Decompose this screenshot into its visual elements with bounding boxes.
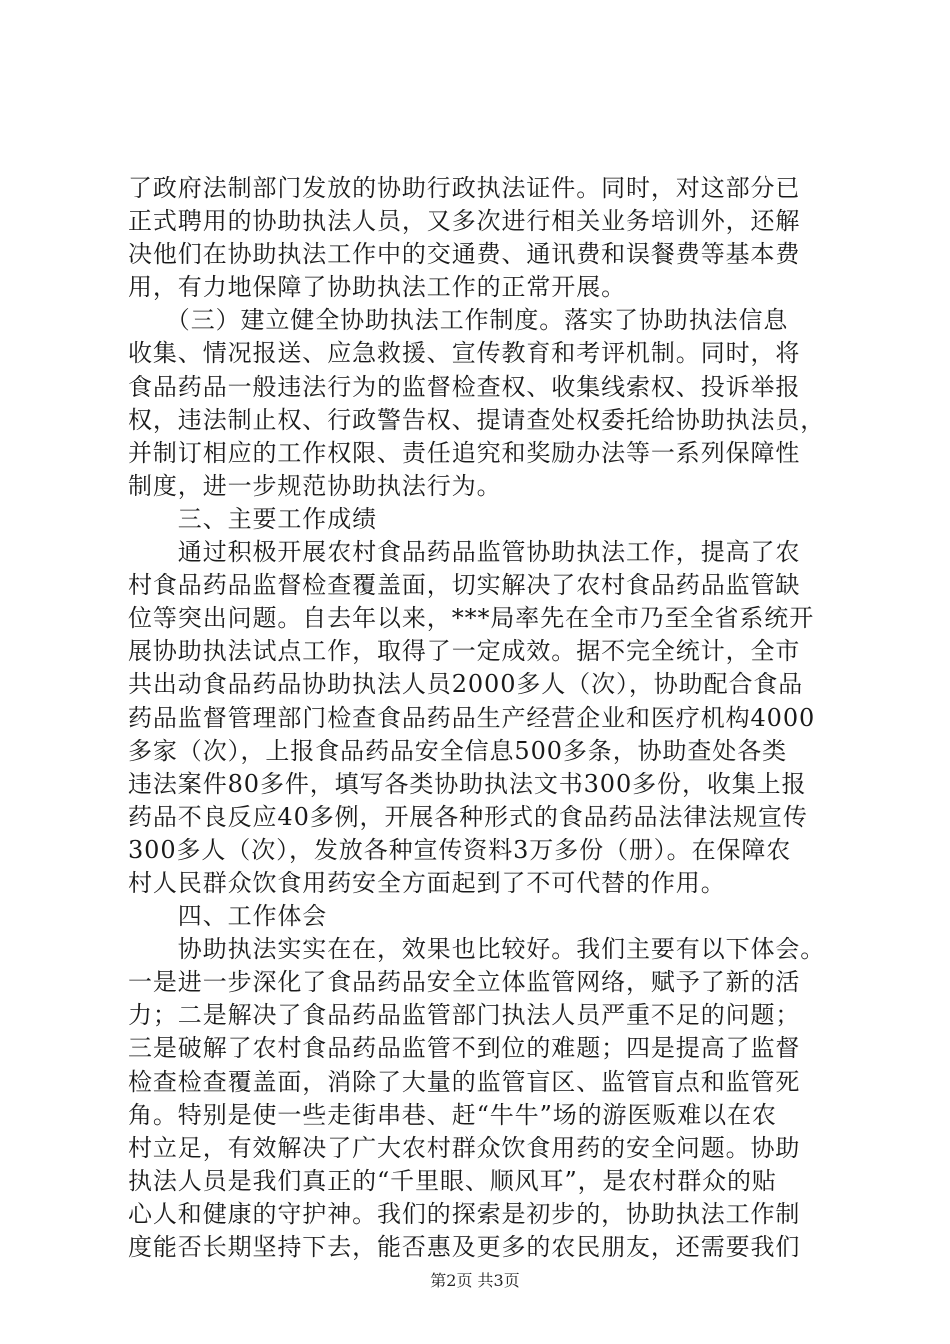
page-number-footer: 第2页 共3页 [430, 1271, 520, 1290]
text-line: 位等突出问题。自去年以来，***局率先在全市乃至全省系统开 [128, 604, 815, 633]
text-line: 多家（次），上报食品药品安全信息500多条，协助查处各类 [128, 736, 788, 765]
text-line: 村人民群众饮食用药安全方面起到了不可代替的作用。 [128, 868, 726, 897]
body-text [128, 172, 828, 1264]
text-line: 村立足，有效解决了广大农村群众饮食用药的安全问题。协助 [128, 1133, 801, 1162]
text-line: 三是破解了农村食品药品监管不到位的难题；四是提高了监督 [128, 1034, 801, 1063]
text-line: 正式聘用的协助执法人员，又多次进行相关业务培训外，还解 [128, 207, 801, 236]
section-heading: 四、工作体会 [128, 902, 328, 931]
text-line: （三）建立健全协助执法工作制度。落实了协助执法信息 [128, 306, 789, 335]
text-line: 了政府法制部门发放的协助行政执法证件。同时，对这部分已 [128, 174, 801, 202]
text-line: 村食品药品监督检查覆盖面，切实解决了农村食品药品监管缺 [128, 571, 801, 600]
text-line: 300多人（次），发放各种宣传资料3万多份（册）。在保障农 [128, 835, 792, 864]
text-line: 协助执法实实在在，效果也比较好。我们主要有以下体会。 [128, 935, 826, 964]
text-line: 共出动食品药品协助执法人员2000多人（次），协助配合食品 [128, 670, 804, 699]
text-line: 角。特别是使一些走街串巷、赶“牛牛”场的游医贩难以在农 [128, 1100, 777, 1129]
text-line: 展协助执法试点工作，取得了一定成效。据不完全统计，全市 [128, 637, 801, 666]
text-line: 检查检查覆盖面，消除了大量的监管盲区、监管盲点和监管死 [128, 1067, 801, 1096]
section-heading: 三、主要工作成绩 [128, 504, 377, 533]
text-line: 收集、情况报送、应急救援、宣传教育和考评机制。同时，将 [128, 339, 801, 368]
text-line: 违法案件80多件，填写各类协助执法文书300多份，收集上报 [128, 769, 807, 798]
text-line: 权，违法制止权、行政警告权、提请查处权委托给协助执法员， [128, 405, 826, 434]
text-line: 决他们在协助执法工作中的交通费、通讯费和误餐费等基本费 [128, 240, 801, 269]
text-line: 用，有力地保障了协助执法工作的正常开展。 [128, 273, 626, 302]
text-line: 力；二是解决了食品药品监管部门执法人员严重不足的问题； [128, 1001, 801, 1030]
text-line: 并制订相应的工作权限、责任追究和奖励办法等一系列保障性 [128, 438, 801, 467]
text-line: 食品药品一般违法行为的监督检查权、收集线索权、投诉举报 [128, 372, 801, 401]
text-line: 执法人员是我们真正的“千里眼、顺风耳”，是农村群众的贴 [128, 1166, 777, 1195]
text-line: 药品不良反应40多例，开展各种形式的食品药品法律法规宣传 [128, 802, 808, 831]
text-line: 制度，进一步规范协助执法行为。 [128, 471, 502, 500]
text-line: 心人和健康的守护神。我们的探索是初步的，协助执法工作制 [128, 1199, 801, 1228]
text-line: 通过积极开展农村食品药品监管协助执法工作，提高了农 [128, 538, 801, 567]
text-line: 一是进一步深化了食品药品安全立体监管网络，赋予了新的活 [128, 968, 801, 997]
text-line: 度能否长期坚持下去，能否惠及更多的农民朋友，还需要我们 [128, 1233, 801, 1261]
text-line: 药品监督管理部门检查食品药品生产经营企业和医疗机构4000 [128, 703, 816, 732]
